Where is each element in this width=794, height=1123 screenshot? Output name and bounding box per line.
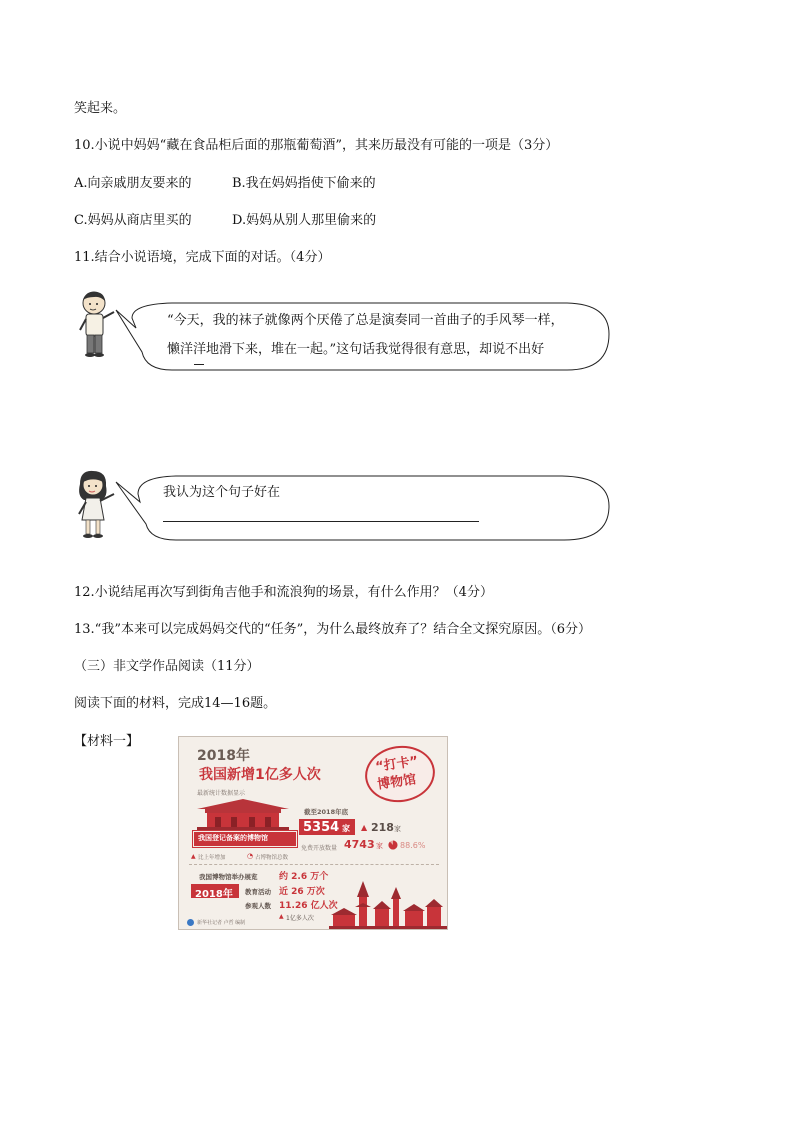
xinhua-logo-icon <box>187 919 194 926</box>
divider <box>189 864 439 865</box>
free-percent: 88.6% <box>400 841 426 850</box>
info-subtitle: 最新统计数据显示 <box>197 790 246 797</box>
visit-label: 参观人数 <box>245 902 271 910</box>
free-label: 免费开放数量 <box>301 845 338 852</box>
palace-icon <box>193 797 293 833</box>
exhibit-value: 约 2.6 万个 <box>279 872 329 882</box>
info-main-title: 我国新增1亿多人次 <box>199 767 321 783</box>
museum-label: 我国登记备案的博物馆 <box>198 834 268 842</box>
visit-value: 11.26 亿人次 <box>279 901 338 911</box>
credit: 新华社记者 卢哲 编制 <box>197 920 246 926</box>
option-b: B.我在妈妈指使下偷来的 <box>232 176 376 191</box>
option-d: D.妈妈从别人那里偷来的 <box>232 213 377 228</box>
material-label: 【材料一】 <box>74 734 140 749</box>
increase-arrow: ▲ <box>361 823 368 832</box>
option-c: C.妈妈从商店里买的 <box>74 213 192 228</box>
total-unit: 家 <box>342 824 350 833</box>
legend-increase: 比上年增加 <box>198 855 226 861</box>
increase-count: 218 <box>371 821 394 834</box>
answer-blank[interactable] <box>163 521 479 522</box>
question-10: 10.小说中妈妈“藏在食品柜后面的那瓶葡萄酒”，其来历最没有可能的一项是（3分） <box>74 138 559 153</box>
bubble-1-line-2: 懒洋洋地滑下来，堆在一起。”这句话我觉得很有意思，却说不出好 <box>167 342 545 357</box>
stamp-text-2: 博物馆 <box>376 772 418 793</box>
visit-increase: 1亿多人次 <box>286 915 314 922</box>
question-12: 12.小说结尾再次写到街角吉他手和流浪狗的场景，有什么作用？（4分） <box>74 585 493 600</box>
museum-infographic <box>178 736 448 930</box>
stamp-text: “打卡” <box>374 754 420 775</box>
question-13: 13.“我”本来可以完成妈妈交代的“任务”，为什么最终放弃了？结合全文探究原因。（6分） <box>74 622 592 637</box>
section-heading: （三）非文学作品阅读（11分） <box>74 659 260 674</box>
legend-pie-icon: ◔ <box>247 852 254 860</box>
year-badge: 2018年 <box>195 889 233 900</box>
instruction: 阅读下面的材料，完成14—16题。 <box>74 696 277 711</box>
visit-arrow: ▲ <box>279 913 284 920</box>
free-count: 4743 <box>344 838 375 851</box>
legend-arrow: ▲ <box>191 853 196 860</box>
increase-unit: 家 <box>394 825 401 833</box>
edu-value: 近 26 万次 <box>279 887 325 897</box>
exhibit-label: 我国博物馆举办展览 <box>199 873 258 881</box>
info-year-title: 2018年 <box>197 748 250 764</box>
bubble-2-line-1: 我认为这个句子好在 <box>163 485 281 500</box>
as-of-label: 截至2018年底 <box>304 808 349 816</box>
pie-icon <box>388 840 398 850</box>
bubble-1-line-1: “今天，我的袜子就像两个厌倦了总是演奏同一首曲子的手风琴一样， <box>167 313 564 328</box>
total-count: 5354 <box>303 820 340 835</box>
free-unit: 家 <box>376 842 383 850</box>
skyline-icon <box>329 877 447 929</box>
question-11: 11.结合小说语境，完成下面的对话。（4分） <box>74 250 331 265</box>
option-a: A.向亲戚朋友要来的 <box>74 176 192 191</box>
answer-blank-short[interactable] <box>194 364 204 365</box>
text-line: 笑起来。 <box>74 101 127 116</box>
legend-share: 占博物馆总数 <box>255 855 289 861</box>
edu-label: 教育活动 <box>245 888 271 896</box>
